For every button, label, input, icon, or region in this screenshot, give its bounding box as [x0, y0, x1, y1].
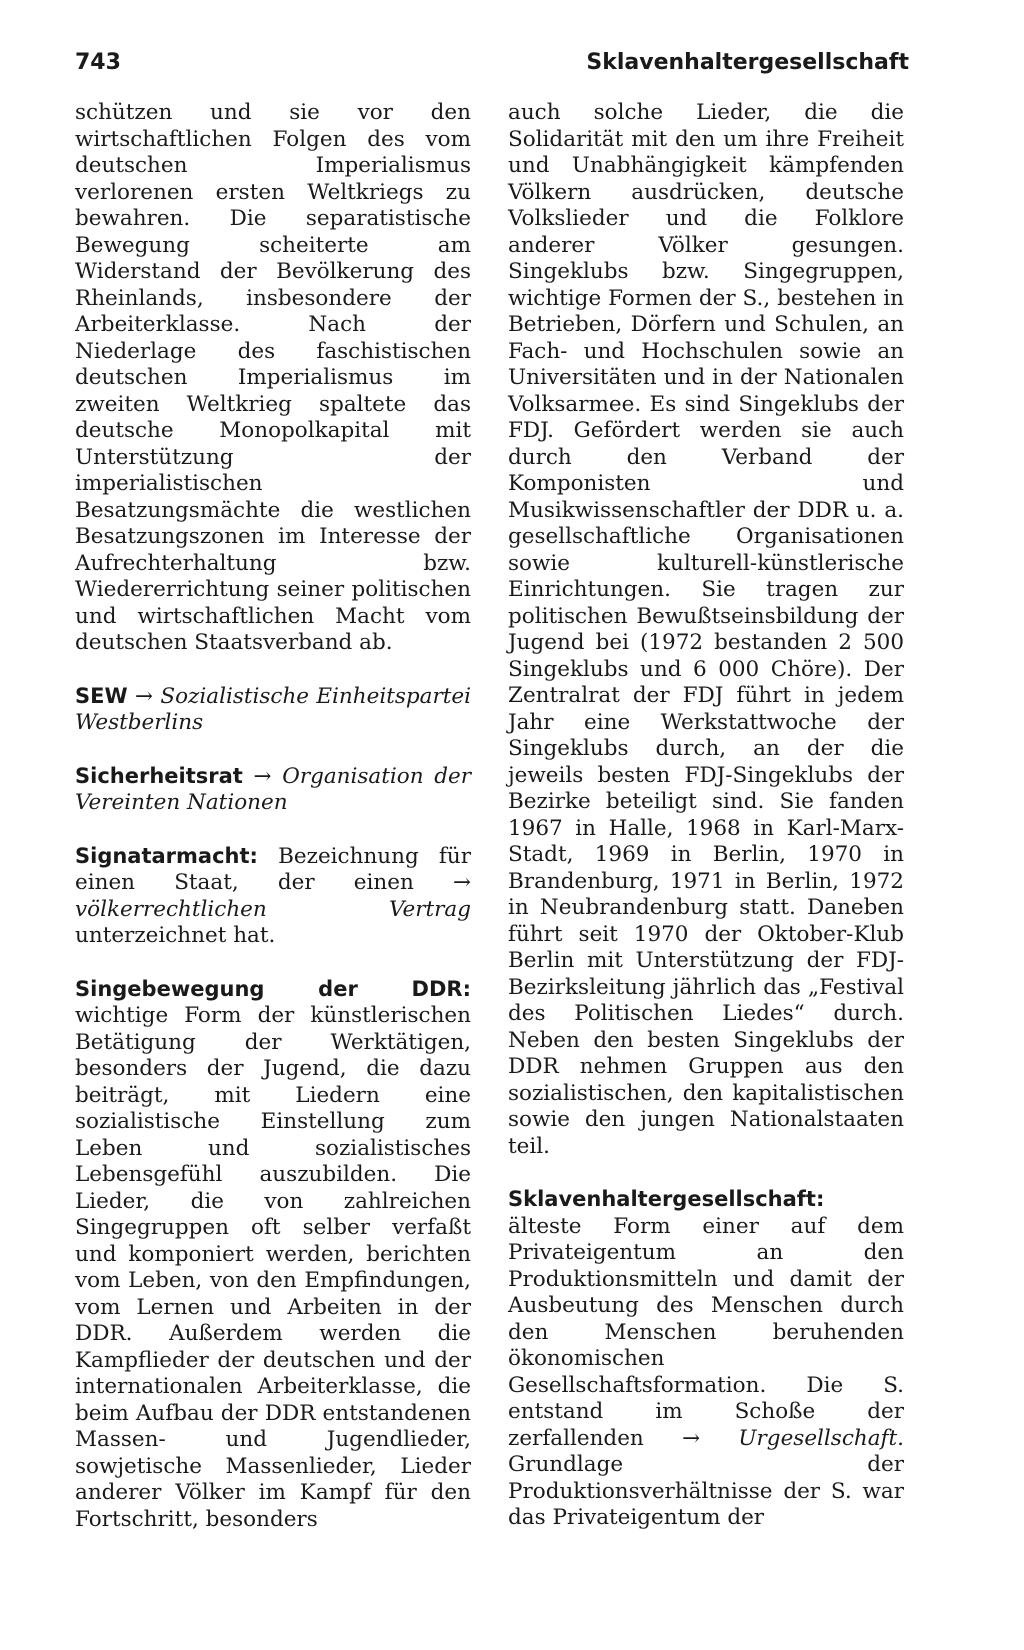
entry-singebewegung-continued: auch solche Lieder, die die Solidarität mit den um ihre Freiheit und Unabhängigkeit kämpfenden Völkern ausdrücken, deutsche Volkslieder und die Folklore anderer Völker gesungen. Singeklubs bzw. Singegruppen, wichtige Formen der S., bestehen in Betrieben, Dörfern und Schulen, an Fach- und Hochschulen sowie an Universitäten und in der Nationalen Volksarmee. Es sind Singeklubs der FDJ. Gefördert werden sie auch durch den Verband der Komponisten und Musikwissenschaftler der DDR u. a. gesellschaftliche Organisationen sowie kulturell-künstlerische Einrichtungen. Sie tragen zur politischen Bewußtseinsbildung der Jugend bei (1972 bestanden 2 500 Singeklubs und 6 000 Chöre). Der Zentralrat der FDJ führt in jedem Jahr eine Werkstattwoche der Singeklubs durch, an der die jeweils besten FDJ-Singeklubs der Bezirke beteiligt sind. Sie fanden 1967 in Halle, 1968 in Karl-Marx-Stadt, 1969 in Berlin, 1970 in Brandenburg, 1971 in Berlin, 1972 in Neubrandenburg statt. Daneben führt seit 1970 der Oktober-Klub Berlin mit Unterstützung der FDJ-Bezirksleitung jährlich das „Festival des Politischen Liedes“ durch. Neben den besten Singeklubs der DDR nehmen Gruppen aus den sozialistischen, den kapitalistischen sowie den jungen Nationalstaaten teil.	[508, 100, 904, 1159]
entry-text: Grundlage der Produktionsverhältnisse der S. war das Privateigentum der	[508, 1452, 904, 1530]
cross-reference-arrow-icon: →	[682, 1425, 701, 1451]
entry-text: Bezeichnung für einen Staat, der einen	[75, 843, 471, 895]
headword-sklavenhaltergesellschaft: Sklavenhaltergesellschaft:	[508, 1187, 825, 1211]
entry-sicherheitsrat	[75, 763, 471, 817]
headword-sicherheitsrat: Sicherheitsrat	[75, 763, 243, 788]
cross-reference: Urgesellschaft.	[738, 1425, 904, 1451]
entry-sklavenhaltergesellschaft	[508, 1186, 904, 1532]
entry-text: älteste Form einer auf dem Privateigentum an den Produktionsmitteln und damit der Ausbeutung des Menschen durch den Menschen beruhenden ökonomischen Gesellschaftsformation. Die S. entstand im Schoße der zerfallenden	[508, 1213, 904, 1451]
entry-signatarmacht	[75, 843, 471, 950]
cross-reference-arrow-icon: →	[453, 870, 472, 895]
running-head: Sklavenhaltergesellschaft	[586, 50, 909, 75]
cross-reference-arrow-icon: →	[253, 763, 272, 789]
right-column	[508, 100, 904, 1532]
left-column	[75, 100, 471, 1533]
headword-signatarmacht: Signatarmacht:	[75, 843, 258, 868]
headword-singebewegung: Singebewegung der DDR:	[75, 976, 471, 1001]
entry-text: unterzeichnet hat.	[75, 923, 276, 948]
cross-reference: völkerrechtlichen Vertrag	[75, 896, 471, 922]
cross-reference-arrow-icon: →	[135, 683, 154, 709]
cross-reference: Sozialistische Einheitspartei Westberlins	[75, 683, 471, 735]
headword-sew: SEW	[75, 683, 128, 708]
entry-text: wichtige Form der künstlerischen Betätigung der Werktätigen, besonders der Jugend, die dazu beiträgt, mit Liedern eine sozialistische Einstellung zum Leben und sozialistisches Lebensgefühl auszubilden. Die Lieder, die von zahlreichen Singegruppen oft selber verfaßt und komponiert werden, berichten vom Leben, von den Empfindungen, vom Lernen und Arbeiten in der DDR. Außerdem werden die Kampflieder der deutschen und der internationalen Arbeiterklasse, die beim Aufbau der DDR entstandenen Massen- und Jugendlieder, sowjetische Massenlieder, Lieder anderer Völker im Kampf für den Fortschritt, besonders	[75, 1003, 471, 1532]
continuation-text: schützen und sie vor den wirtschaftlichen Folgen des vom deutschen Imperialismus verlorenen ersten Weltkriegs zu bewahren. Die separatistische Bewegung scheiterte am Widerstand der Bevölkerung des Rheinlands, insbesondere der Arbeiterklasse. Nach der Niederlage des faschistischen deutschen Imperialismus im zweiten Weltkrieg spaltete das deutsche Monopolkapital mit Unterstützung der imperialistischen Besatzungsmächte die westlichen Besatzungszonen im Interesse der Aufrechterhaltung bzw. Wiedererrichtung seiner politischen und wirtschaftlichen Macht vom deutschen Staatsverband ab.	[75, 100, 471, 655]
entry-sew	[75, 683, 471, 737]
page-number: 743	[75, 50, 121, 75]
cross-reference: Organisation der Vereinten Nationen	[75, 763, 471, 815]
entry-singebewegung	[75, 976, 471, 1534]
